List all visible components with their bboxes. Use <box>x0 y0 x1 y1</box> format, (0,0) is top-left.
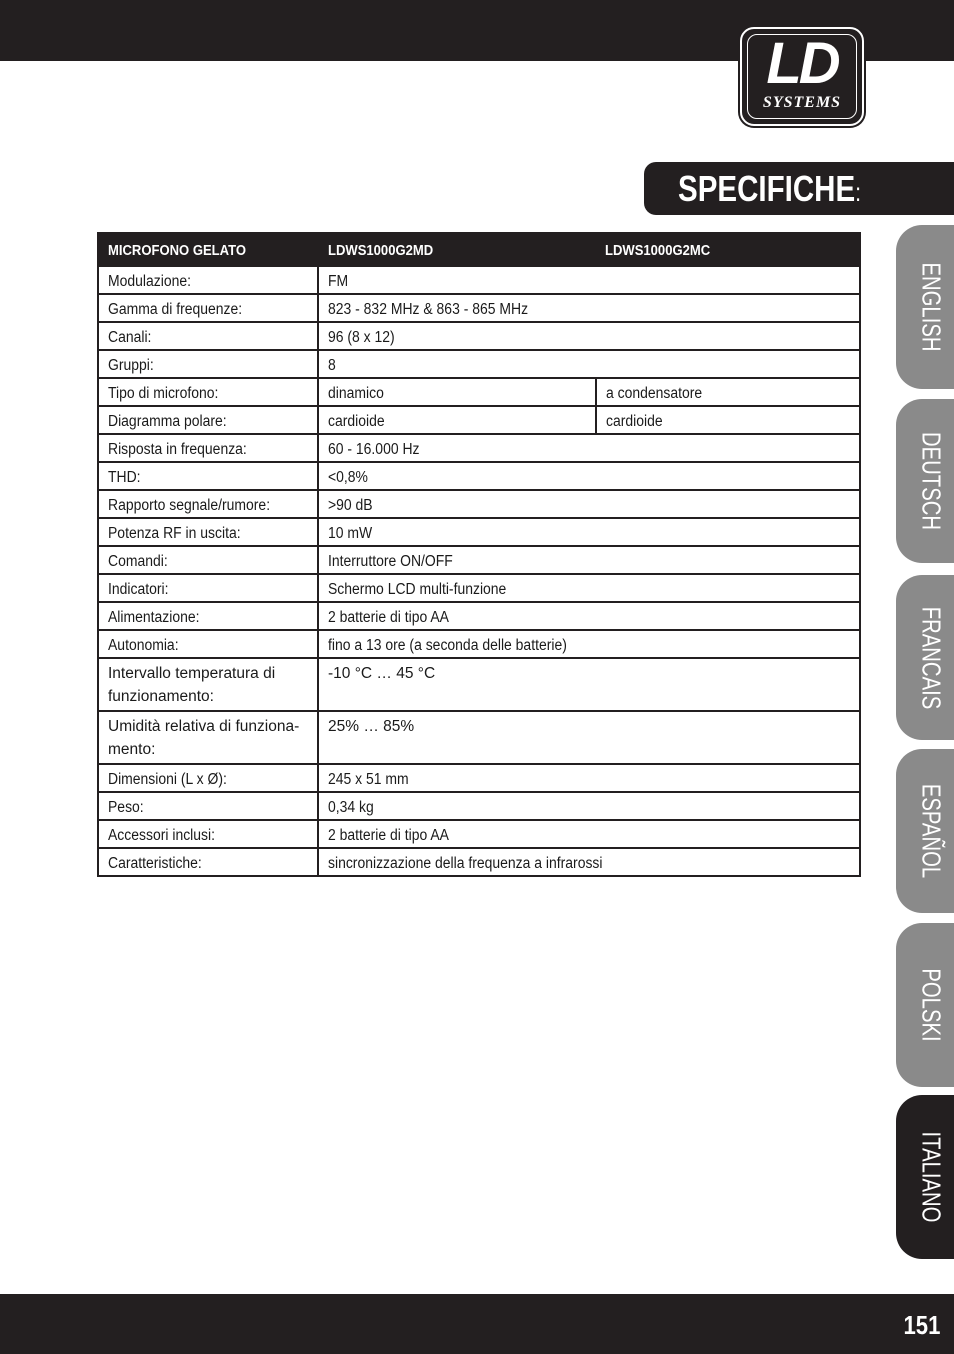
table-row <box>98 462 860 490</box>
row-value: <0,8% <box>318 462 860 490</box>
table-row <box>98 574 860 602</box>
header-cell-model-md: LDWS1000G2MD <box>318 233 596 266</box>
row-label: Diagramma polare: <box>98 406 318 434</box>
table-row <box>98 848 860 876</box>
bottom-bar <box>0 1294 954 1354</box>
row-value: fino a 13 ore (a seconda delle batterie) <box>318 630 860 658</box>
row-value: 0,34 kg <box>318 792 860 820</box>
row-label: Gruppi: <box>98 350 318 378</box>
table-row <box>98 378 860 406</box>
tab-polski[interactable] <box>896 923 954 1087</box>
table-header-row <box>98 233 860 266</box>
row-value-mc: a condensatore <box>596 378 860 406</box>
row-value: FM <box>318 266 860 294</box>
tab-english-label: ENGLISH <box>916 262 947 352</box>
table-row <box>98 294 860 322</box>
row-value: sincronizzazione della frequenza a infrarossi <box>318 848 860 876</box>
row-value: 8 <box>318 350 860 378</box>
row-value-md: cardioide <box>318 406 596 434</box>
logo-sub-text: SYSTEMS <box>762 94 842 111</box>
row-label: Peso: <box>98 792 318 820</box>
row-label: Potenza RF in uscita: <box>98 518 318 546</box>
tab-espanol-label: ESPAÑOL <box>916 783 947 879</box>
row-label: Tipo di microfono: <box>98 378 318 406</box>
row-label: Dimensioni (L x Ø): <box>98 764 318 792</box>
tab-polski-label: POLSKI <box>916 968 947 1042</box>
row-label: Comandi: <box>98 546 318 574</box>
header-cell-product: MICROFONO GELATO <box>98 233 318 266</box>
table-row <box>98 792 860 820</box>
table-row <box>98 764 860 792</box>
row-value: 2 batterie di tipo AA <box>318 820 860 848</box>
logo-main-text: LD <box>766 31 838 96</box>
tab-deutsch-label: DEUTSCH <box>916 431 947 531</box>
section-title <box>678 168 861 213</box>
row-label: Intervallo temperatura di funzionamento: <box>98 658 318 711</box>
row-label: Indicatori: <box>98 574 318 602</box>
row-value: 25% … 85% <box>318 711 860 764</box>
row-value: Schermo LCD multi-funzione <box>318 574 860 602</box>
row-label: Gamma di frequenze: <box>98 294 318 322</box>
table-row <box>98 658 860 711</box>
table-row <box>98 322 860 350</box>
table-row <box>98 602 860 630</box>
row-value: >90 dB <box>318 490 860 518</box>
row-label: Autonomia: <box>98 630 318 658</box>
section-title-text: SPECIFICHE <box>678 168 856 209</box>
tab-francais[interactable] <box>896 575 954 740</box>
tab-italiano[interactable] <box>896 1095 954 1259</box>
tab-francais-label: FRANCAIS <box>916 606 947 709</box>
row-label: THD: <box>98 462 318 490</box>
row-value: 60 - 16.000 Hz <box>318 434 860 462</box>
row-value: 96 (8 x 12) <box>318 322 860 350</box>
tab-english[interactable] <box>896 225 954 389</box>
row-value: 10 mW <box>318 518 860 546</box>
row-label: Rapporto segnale/rumore: <box>98 490 318 518</box>
row-value: Interruttore ON/OFF <box>318 546 860 574</box>
row-label: Canali: <box>98 322 318 350</box>
table-row <box>98 820 860 848</box>
spec-table <box>97 232 861 877</box>
table-row <box>98 350 860 378</box>
table-row <box>98 546 860 574</box>
table-row <box>98 406 860 434</box>
row-value: 823 - 832 MHz & 863 - 865 MHz <box>318 294 860 322</box>
page-number: 151 <box>903 1310 940 1340</box>
table-row <box>98 711 860 764</box>
row-value: 245 x 51 mm <box>318 764 860 792</box>
row-value-mc: cardioide <box>596 406 860 434</box>
row-label: Accessori inclusi: <box>98 820 318 848</box>
section-title-box <box>644 162 954 215</box>
row-value-md: dinamico <box>318 378 596 406</box>
row-label: Risposta in frequenza: <box>98 434 318 462</box>
row-value: 2 batterie di tipo AA <box>318 602 860 630</box>
row-label: Umidità relativa di funziona- mento: <box>98 711 318 764</box>
table-row <box>98 518 860 546</box>
row-label: Alimentazione: <box>98 602 318 630</box>
row-value: -10 °C … 45 °C <box>318 658 860 711</box>
ld-systems-logo <box>740 27 864 126</box>
table-row <box>98 434 860 462</box>
tab-espanol[interactable] <box>896 749 954 913</box>
row-label: Modulazione: <box>98 266 318 294</box>
table-row <box>98 630 860 658</box>
table-row <box>98 490 860 518</box>
tab-italiano-label: ITALIANO <box>916 1131 947 1223</box>
section-title-colon: : <box>855 177 862 207</box>
table-row <box>98 266 860 294</box>
row-label: Caratteristiche: <box>98 848 318 876</box>
header-cell-model-mc: LDWS1000G2MC <box>596 233 860 266</box>
tab-deutsch[interactable] <box>896 399 954 563</box>
